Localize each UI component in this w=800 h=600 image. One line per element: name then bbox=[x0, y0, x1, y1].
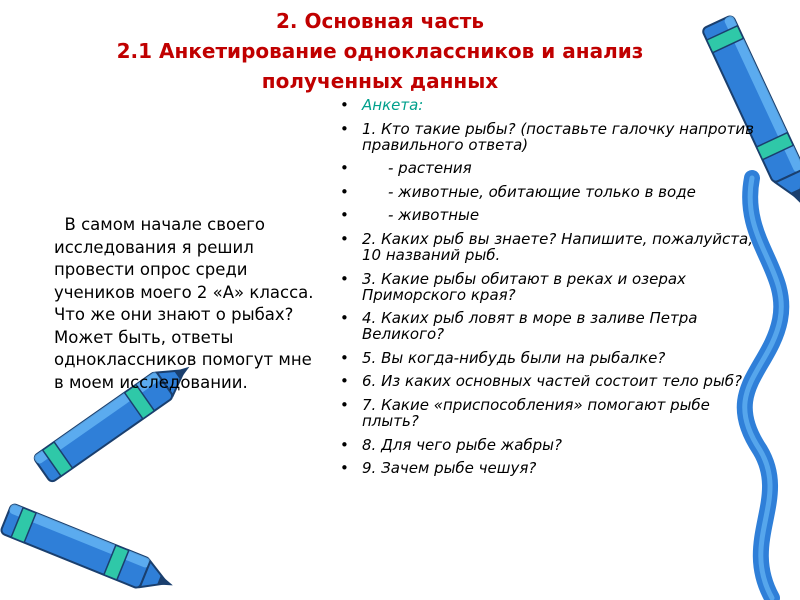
survey-item bbox=[338, 460, 756, 476]
survey-heading bbox=[338, 97, 756, 113]
survey-option-text: - растения bbox=[388, 159, 472, 178]
survey-item-text: 8. Для чего рыбе жабры? bbox=[362, 435, 562, 454]
survey-item-text: 9. Зачем рыбе чешуя? bbox=[362, 459, 537, 478]
survey-item bbox=[338, 121, 756, 153]
survey-item bbox=[338, 373, 756, 389]
survey-option-text: - животные, обитающие только в воде bbox=[388, 182, 696, 201]
survey-item-text: 2. Каких рыб вы знаете? Напишите, пожалуйста, 10 названий рыб. bbox=[362, 229, 753, 264]
survey-item-text: 6. Из каких основных частей состоит тело рыб? bbox=[362, 372, 742, 391]
title-line-3: полученных данных bbox=[261, 69, 499, 93]
survey-item bbox=[338, 231, 756, 263]
title-line-2: 2.1 Анкетирование одноклассников и анализ bbox=[116, 39, 644, 63]
survey-item bbox=[338, 310, 756, 342]
slide-title bbox=[70, 6, 690, 96]
survey-option bbox=[338, 184, 756, 200]
survey-option bbox=[338, 160, 756, 176]
survey-item bbox=[338, 350, 756, 366]
survey-list bbox=[338, 97, 756, 484]
survey-item-text: 3. Какие рыбы обитают в реках и озерах Приморского края? bbox=[362, 269, 686, 304]
survey-item-text: 7. Какие «приспособления» помогают рыбе плыть? bbox=[362, 395, 710, 430]
survey-option bbox=[338, 207, 756, 223]
survey-option-text: - животные bbox=[388, 206, 480, 225]
title-line-1: 2. Основная часть bbox=[276, 9, 484, 33]
survey-item-text: 5. Вы когда-нибудь были на рыбалке? bbox=[362, 348, 666, 367]
intro-paragraph: В самом начале своего исследования я решил провести опрос среди учеников моего 2 «А» класса. Что же они знают о рыбах? Может быть, ответы одноклассников помогут мне в моем исследовании. bbox=[54, 215, 319, 392]
survey-item-text: 1. Кто такие рыбы? (поставьте галочку напротив правильного ответа) bbox=[362, 119, 754, 154]
survey-item bbox=[338, 437, 756, 453]
survey-item-text: 4. Каких рыб ловят в море в заливе Петра Великого? bbox=[362, 309, 698, 344]
survey-item bbox=[338, 397, 756, 429]
survey-item bbox=[338, 271, 756, 303]
survey-heading-text: Анкета: bbox=[362, 96, 424, 114]
